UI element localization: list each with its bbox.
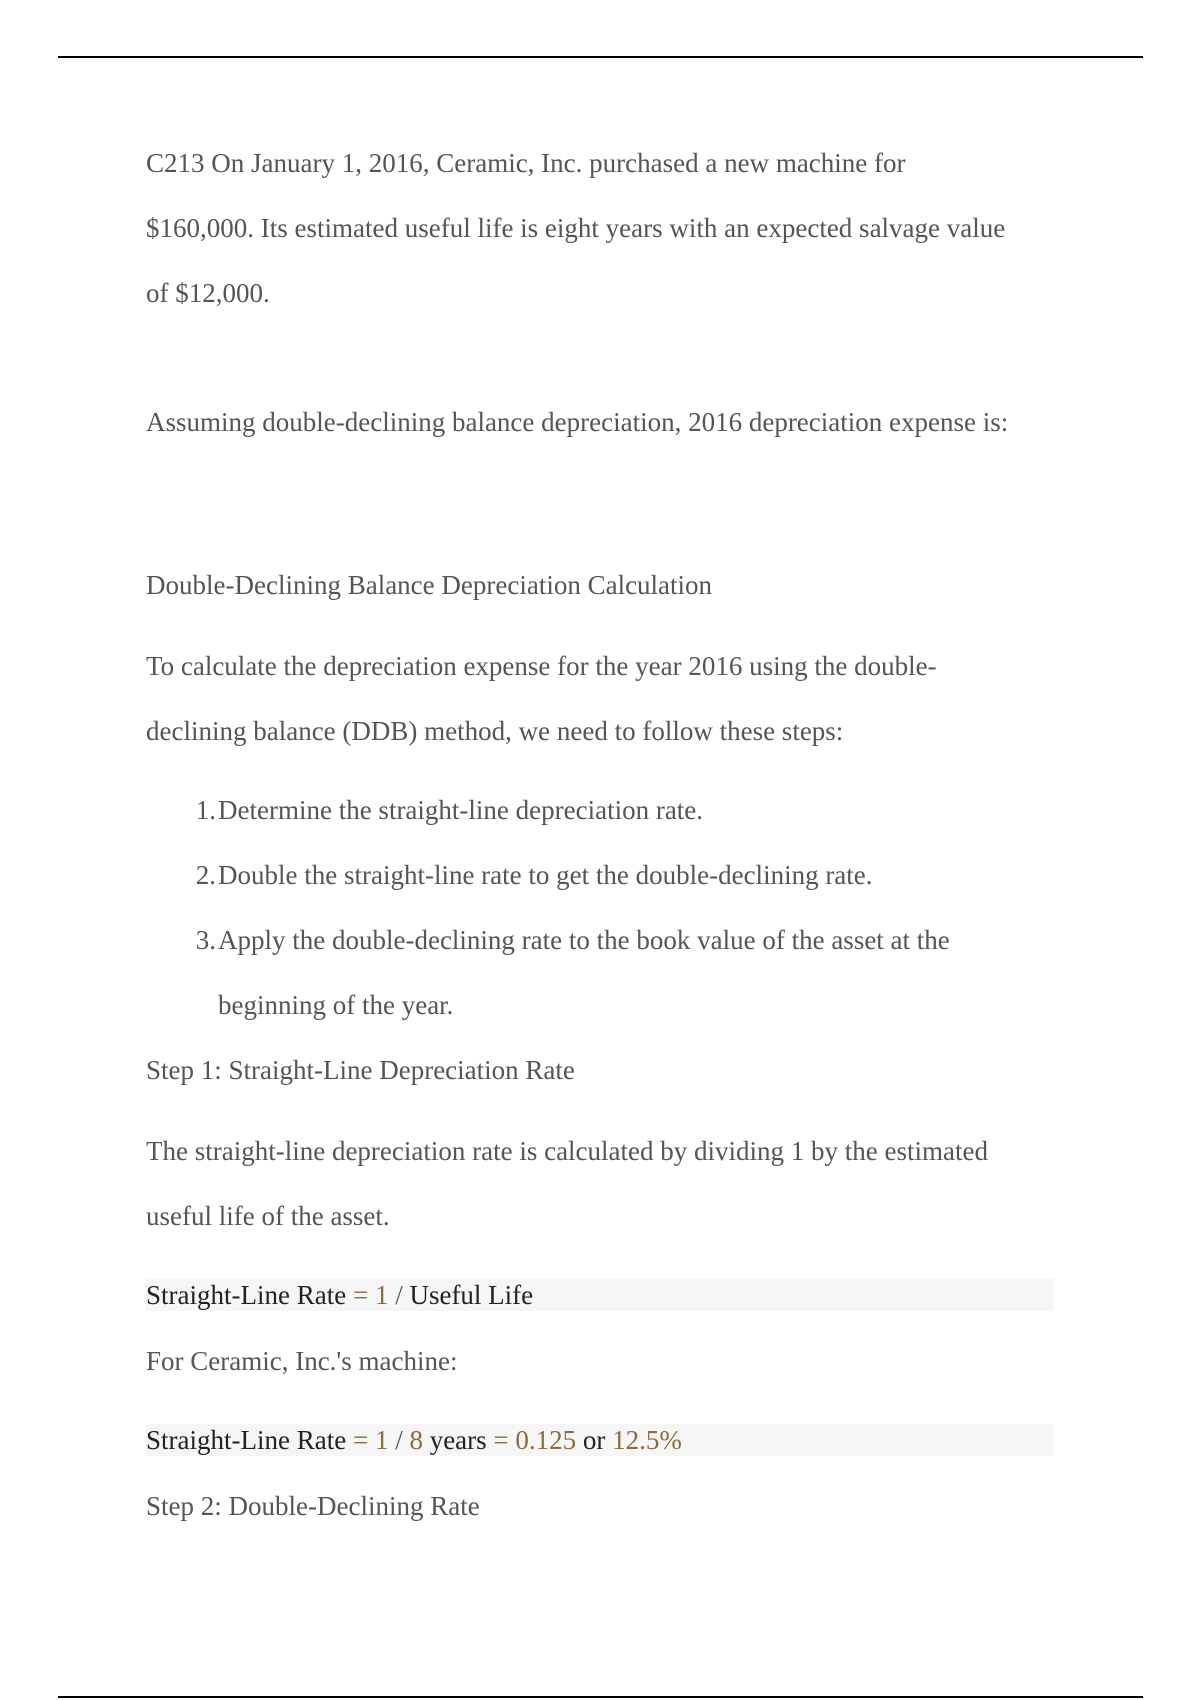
lead-line-1: To calculate the depreciation expense for the year 2016 using the double-: [146, 651, 937, 681]
calc-slash: /: [395, 1425, 403, 1455]
list-text: beginning of the year.: [218, 990, 454, 1020]
lead-line-2: declining balance (DDB) method, we need to follow these steps:: [146, 716, 844, 746]
intro-line-3: of $12,000.: [146, 278, 270, 308]
formula-block: [146, 1279, 1054, 1311]
list-number: 2.: [195, 860, 216, 890]
intro-line-2: $160,000. Its estimated useful life is eight years with an expected salvage value: [146, 213, 1006, 243]
calc-years: years: [429, 1425, 487, 1455]
list-number: 1.: [195, 795, 216, 825]
formula-slash: /: [395, 1280, 403, 1310]
list-number: 3.: [195, 925, 216, 955]
formula-equals: =: [352, 1280, 369, 1310]
calc-equals-2: =: [493, 1425, 509, 1455]
bottom-rule: [58, 1696, 1143, 1698]
question-text: Assuming double-declining balance depreciation, 2016 depreciation expense is:: [146, 407, 1009, 437]
step1-desc-line-2: useful life of the asset.: [146, 1201, 390, 1231]
step2-title: Step 2: Double-Declining Rate: [146, 1491, 480, 1521]
list-text: Double the straight-line rate to get the double-declining rate.: [218, 860, 873, 890]
calc-decimal: 0.125: [515, 1425, 577, 1455]
calc-equals: =: [352, 1425, 369, 1455]
calc-percent: 12.5%: [612, 1425, 682, 1455]
calc-eight: 8: [409, 1425, 423, 1455]
calc-or: or: [582, 1425, 606, 1455]
intro-line-1: C213 On January 1, 2016, Ceramic, Inc. purchased a new machine for: [146, 148, 906, 178]
for-machine-text: For Ceramic, Inc.'s machine:: [146, 1346, 458, 1376]
calc-one: 1: [374, 1425, 389, 1455]
calc-block: [146, 1424, 1054, 1456]
list-text: Determine the straight-line depreciation rate.: [218, 795, 704, 825]
step1-desc-line-1: The straight-line depreciation rate is calculated by dividing 1 by the estimated: [146, 1136, 988, 1166]
formula-rhs: Useful Life: [409, 1280, 534, 1310]
calc-lhs: Straight-Line Rate: [146, 1425, 347, 1455]
top-rule: [58, 56, 1143, 58]
formula-lhs: Straight-Line Rate: [146, 1280, 347, 1310]
step1-title: Step 1: Straight-Line Depreciation Rate: [146, 1055, 575, 1085]
section-heading: Double-Declining Balance Depreciation Calculation: [146, 570, 713, 600]
list-text: Apply the double-declining rate to the book value of the asset at the: [218, 925, 950, 955]
formula-one: 1: [374, 1280, 389, 1310]
